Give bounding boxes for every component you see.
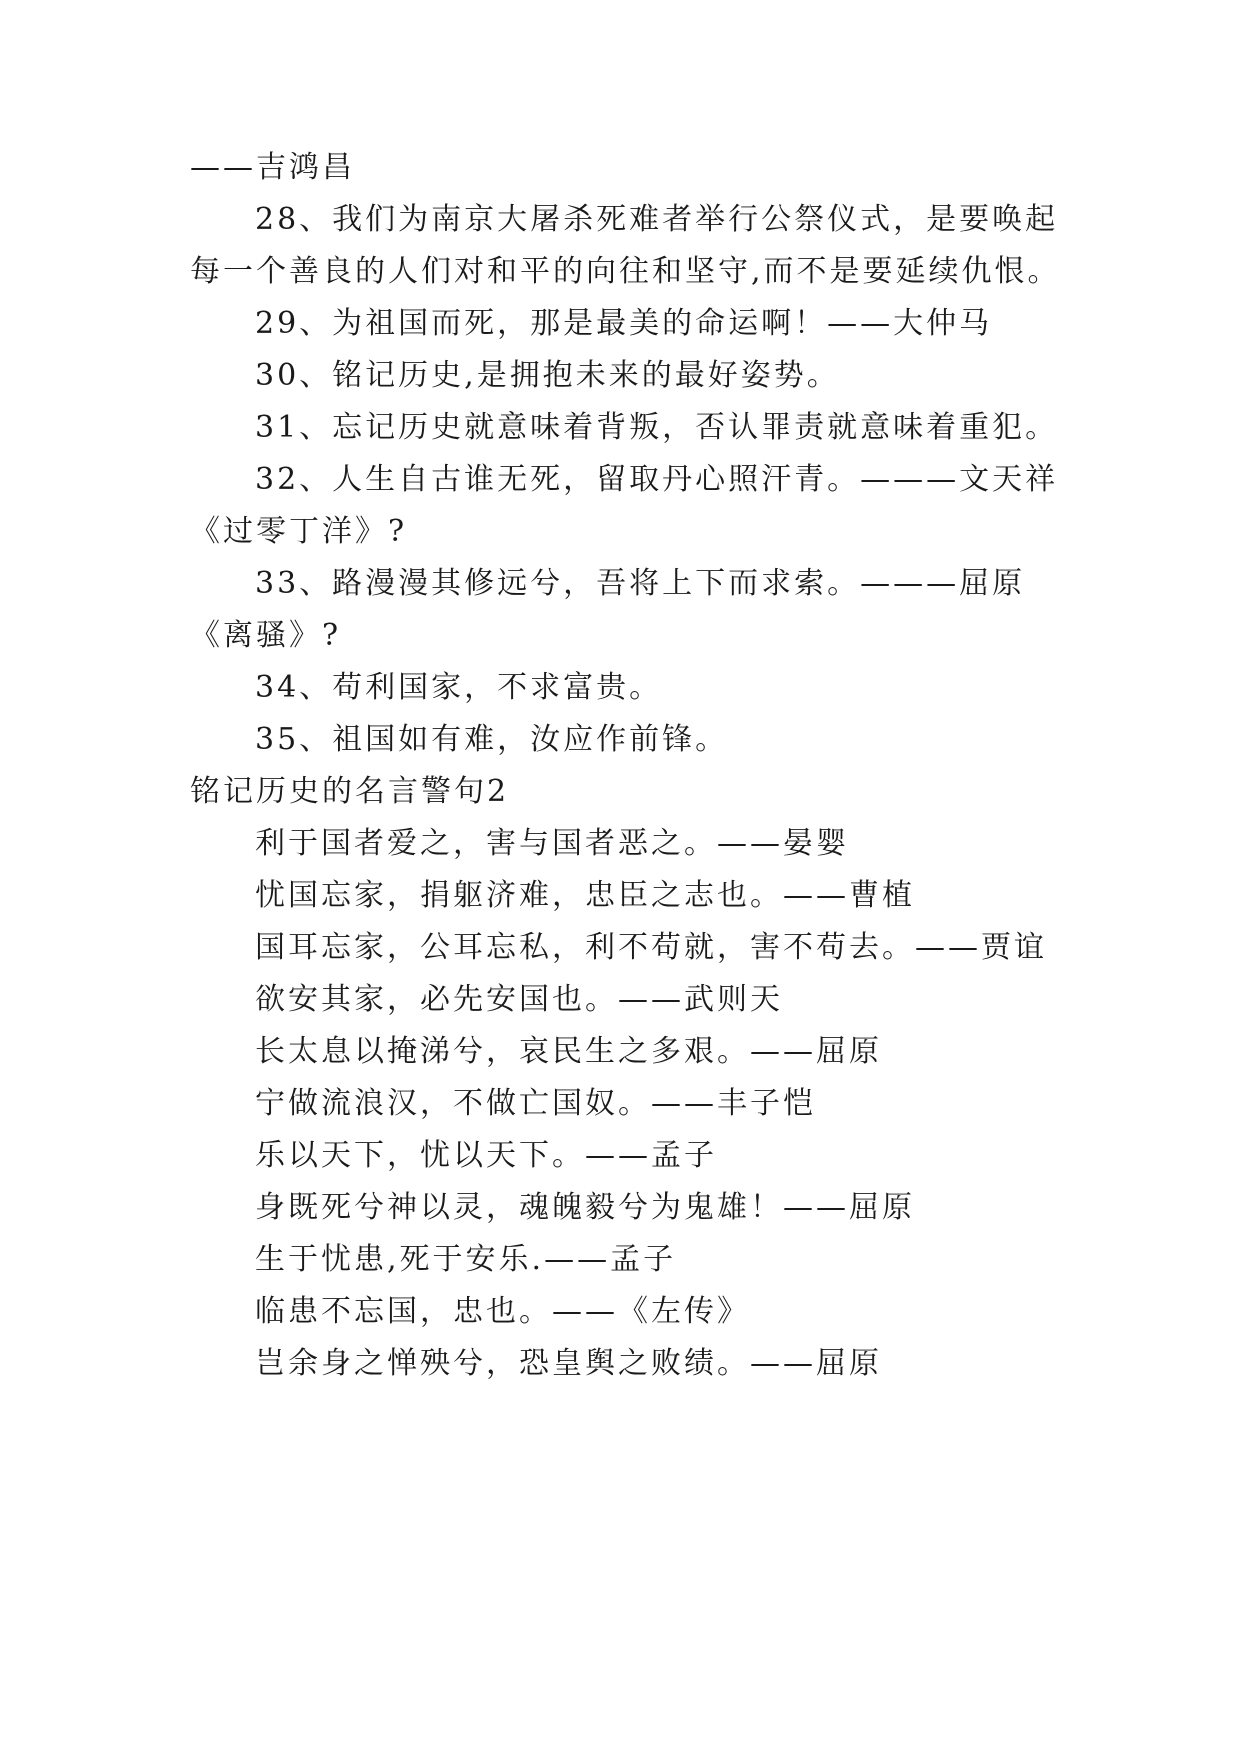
text-line-11: 34、苟利国家，不求富贵。 (255, 670, 663, 705)
text-line-18: 长太息以掩涕兮，哀民生之多艰。——屈原 (255, 1034, 882, 1069)
text-line-7: 32、人生自古谁无死，留取丹心照汗青。———文天祥 (255, 462, 1059, 497)
text-line-4: 29、为祖国而死，那是最美的命运啊！——大仲马 (255, 306, 993, 341)
text-line-1: ——吉鸿昌 (190, 150, 355, 185)
section-heading: 铭记历史的名言警句2 (190, 774, 510, 809)
text-line-16: 国耳忘家，公耳忘私，利不苟就，害不苟去。——贾谊 (255, 930, 1047, 965)
text-line-21: 身既死兮神以灵，魂魄毅兮为鬼雄！——屈原 (255, 1190, 915, 1225)
text-line-23: 临患不忘国，忠也。——《左传》 (255, 1294, 750, 1329)
text-line-9: 33、路漫漫其修远兮，吾将上下而求索。———屈原 (255, 566, 1026, 601)
text-line-8: 《过零丁洋》? (190, 514, 408, 549)
text-line-19: 宁做流浪汉，不做亡国奴。——丰子恺 (255, 1086, 816, 1121)
text-line-14: 利于国者爱之，害与国者恶之。——晏婴 (255, 826, 849, 861)
text-line-24: 岂余身之惮殃兮，恐皇舆之败绩。——屈原 (255, 1346, 882, 1381)
text-line-6: 31、忘记历史就意味着背叛，否认罪责就意味着重犯。 (255, 410, 1059, 445)
text-line-20: 乐以天下，忧以天下。——孟子 (255, 1138, 717, 1173)
text-line-12: 35、祖国如有难，汝应作前锋。 (255, 722, 729, 757)
text-line-2: 28、我们为南京大屠杀死难者举行公祭仪式，是要唤起 (255, 202, 1059, 237)
text-line-10: 《离骚》? (190, 618, 342, 653)
text-line-15: 忧国忘家，捐躯济难，忠臣之志也。——曹植 (255, 878, 915, 913)
text-line-5: 30、铭记历史,是拥抱未来的最好姿势。 (255, 358, 840, 393)
text-line-3: 每一个善良的人们对和平的向往和坚守,而不是要延续仇恨。 (190, 254, 1061, 289)
text-line-22: 生于忧患,死于安乐.——孟子 (255, 1242, 677, 1277)
text-line-17: 欲安其家，必先安国也。——武则天 (255, 982, 783, 1017)
